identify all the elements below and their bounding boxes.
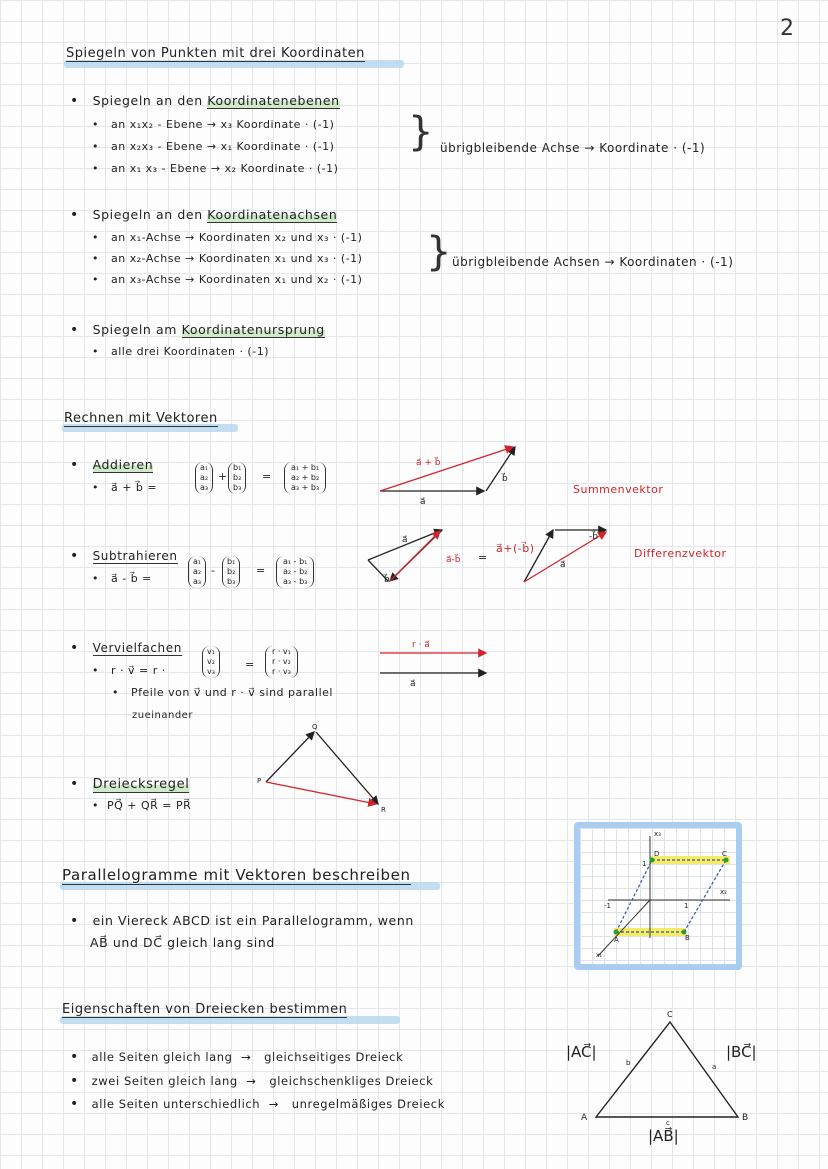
brace-icon: } — [426, 229, 452, 275]
sub-eq2: = — [478, 551, 488, 564]
fig-one-vertical: 1 — [642, 860, 647, 868]
parallelogram-line-2: AB⃗ und DC⃗ gleich lang sind — [90, 935, 275, 950]
fig-point-c: C — [722, 850, 727, 858]
mirror-plane-line-2: • an x₂x₃ - Ebene → x₁ Koordinate · (-1) — [92, 140, 335, 153]
mult-column-v: v₁ v₂ v₃ — [202, 646, 220, 678]
section-title-vectors: Rechnen mit Vektoren — [64, 411, 218, 426]
triangle-rule-formula: • PQ⃗ + QR⃗ = PR⃗ — [92, 799, 192, 812]
brace-icon: } — [408, 109, 434, 155]
sub-column-result: a₁ - b₁ a₂ - b₂ a₃ - b₃ — [276, 556, 314, 588]
mirror-axis-line-3: • an x₃-Achse → Koordinaten x₁ und x₂ · (-1) — [92, 273, 363, 286]
triangle-row-1: • alle Seiten gleich lang → gleichseitiges Dreieck — [70, 1049, 404, 1065]
page-number: 2 — [780, 16, 794, 41]
sub-diag-b-label: b⃗ — [384, 575, 390, 585]
fig-x1-label: x₁ — [596, 952, 602, 959]
add-heading: • Addieren — [70, 457, 154, 473]
triangle-row-3: • alle Seiten unterschiedlich → unregelmäßiges Dreieck — [70, 1096, 445, 1112]
sub-column-a: a₁ a₂ a₃ — [188, 556, 206, 588]
add-column-a: a₁ a₂ a₃ — [195, 462, 213, 494]
fig-point-d: D — [654, 850, 660, 858]
add-column-b: b₁ b₂ b₃ — [228, 462, 246, 494]
mirror-plane-line-3: • an x₁ x₃ - Ebene → x₂ Koordinate · (-1) — [92, 162, 339, 175]
add-column-result: a₁ + b₁ a₂ + b₂ a₃ + b₃ — [284, 462, 326, 494]
fig-x2-label: x₂ — [720, 888, 727, 896]
diag-a-label: a⃗ — [420, 497, 426, 507]
tri-length-ab: |AB⃗| — [648, 1127, 679, 1145]
mirror-axes-heading: • Spiegeln an den Koordinatenachsen — [70, 207, 338, 223]
tri-length-ac: |AC⃗| — [566, 1043, 597, 1061]
sub-diag-a2-label: a⃗ — [560, 560, 566, 570]
section-title-triangles: Eigenschaften von Dreiecken bestimmen — [62, 1002, 348, 1017]
add-formula: • a⃗ + b⃗ = — [92, 481, 158, 494]
mult-formula: • r · v⃗ = r · — [92, 664, 166, 677]
mirror-origin-heading: • Spiegeln am Koordinatenursprung — [70, 322, 325, 338]
sub-equals: = — [256, 564, 266, 577]
fig-point-a: A — [614, 936, 619, 944]
mirror-planes-heading: • Spiegeln an den Koordinatenebenen — [70, 93, 340, 109]
fig-minus-one: -1 — [604, 902, 611, 910]
diag-b-label: b⃗ — [502, 474, 508, 484]
difference-vector-caption: Differenzvektor — [634, 547, 727, 560]
tri-point-c: C — [667, 1010, 673, 1019]
diag-sum-label: a⃗ + b⃗ — [416, 458, 441, 468]
point-p-label: P — [257, 777, 262, 785]
mirror-axis-line-1: • an x₁-Achse → Koordinaten x₂ und x₃ · (-1) — [92, 231, 363, 244]
sub-diag-diff-label: a⃗-b⃗ — [446, 555, 461, 565]
sub-diag-a-label: a⃗ — [402, 535, 408, 545]
mult-note-1: • Pfeile von v⃗ und r · v⃗ sind parallel — [112, 686, 333, 699]
sub-formula: • a⃗ - b⃗ = — [92, 572, 152, 585]
add-plus: + — [218, 470, 228, 483]
mult-note-2: zueinander — [132, 710, 193, 721]
section-title-parallelogram: Parallelogramme mit Vektoren beschreiben — [62, 866, 411, 884]
point-q-label: Q — [312, 723, 318, 731]
sub-diag-negb-label: -b⃗ — [589, 532, 598, 542]
sub-column-b: b₁ b₂ b₃ — [222, 556, 240, 588]
tri-side-b: b — [626, 1059, 631, 1067]
mirror-axis-line-2: • an x₂-Achse → Koordinaten x₁ und x₃ · (-1) — [92, 252, 363, 265]
mirror-planes-note: übrigbleibende Achse → Koordinate · (-1) — [440, 141, 706, 155]
tri-length-bc: |BC⃗| — [726, 1043, 757, 1061]
fig-x3-label: x₃ — [654, 830, 661, 838]
mult-column-result: r · v₁ r · v₂ r · v₃ — [265, 646, 298, 678]
mult-diag-ra-label: r · a⃗ — [412, 640, 430, 650]
add-equals: = — [262, 470, 272, 483]
tri-point-b: B — [742, 1113, 749, 1123]
mirror-axes-note: übrigbleibende Achsen → Koordinaten · (-1) — [452, 255, 734, 269]
triangle-rule-heading: • Dreiecksregel — [70, 776, 190, 792]
fig-one-horizontal: 1 — [684, 902, 689, 910]
mult-heading: • Vervielfachen — [70, 640, 182, 656]
triangle-row-2: • zwei Seiten gleich lang → gleichschenkliges Dreieck — [70, 1073, 434, 1089]
sub-minus: - — [211, 564, 216, 577]
sub-heading: • Subtrahieren — [70, 548, 178, 564]
fig-point-b: B — [685, 934, 690, 942]
tri-point-a: A — [581, 1113, 588, 1123]
mirror-plane-line-1: • an x₁x₂ - Ebene → x₃ Koordinate · (-1) — [92, 118, 335, 131]
section-title-mirror: Spiegeln von Punkten mit drei Koordinaten — [66, 46, 365, 61]
mirror-origin-line: • alle drei Koordinaten · (-1) — [92, 345, 269, 358]
tri-side-a: a — [712, 1063, 717, 1071]
point-r-label: R — [381, 806, 386, 814]
mult-diag-a-label: a⃗ — [410, 679, 416, 689]
sum-vector-caption: Summenvektor — [573, 483, 664, 496]
parallelogram-line-1: • ein Viereck ABCD ist ein Parallelogramm, wenn — [70, 913, 414, 929]
tri-side-c: c — [666, 1119, 670, 1127]
sub-eq-text: a⃗+(-b⃗) — [496, 542, 535, 555]
mult-equals: = — [245, 658, 255, 671]
